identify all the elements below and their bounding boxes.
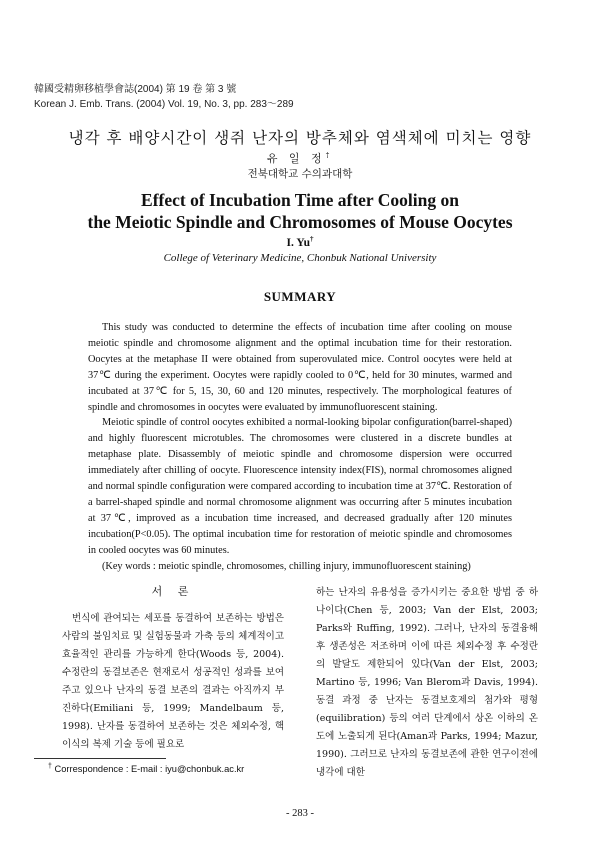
english-title-line2: the Meiotic Spindle and Chromosomes of Mouse Oocytes xyxy=(87,212,513,232)
dagger-mark: † xyxy=(48,763,52,770)
dagger-mark: † xyxy=(325,151,334,160)
korean-title: 냉각 후 배양시간이 생쥐 난자의 방추체와 염색체에 미치는 영향 xyxy=(68,129,532,147)
english-author-name: I. Yu xyxy=(286,236,310,249)
body-paragraph: 하는 난자의 유용성을 증가시키는 중요한 방법 중 하나이다(Chen 등, 2003; Van der Elst, 2003; Parks와 Ruffing, 1992). 그러나, 난자의 동결융해 후 생존성은 저조하며 이에 따른 체외수정 후 수정란의 발달도 제한되어 있다(Van der Elst, 2003; Martino 등, 1996; Van Blerom과 Davis, 1994). 동결 과정 중 난자는 동결보호제의 첨가와 평형(equilibration) 등의 여러 단계에서 상온 이하의 온도에 노출되게 된다(Aman과 Parks, 1994; Mazur, 1990). 그러므로 난자의 동결보존에 관한 연구이전에 냉각에 대한 xyxy=(316,587,538,778)
body-paragraph: 번식에 관여되는 세포를 동결하여 보존하는 방법은 사람의 불임치료 및 실험동물과 가축 등의 체계적이고 효율적인 관리를 가능하게 한다(Woods 등, 2004). 수정란의 동결보존은 현재로서 성공적인 성과를 보여주고 있으나 난자의 동결 보존의 결과는 아직까지 부진하다(Emiliani 등, 1999; Mandelbaum 등, 1998). 난자를 동결하여 보존하는 것은 체외수정, 핵이식의 복제 기술 등에 필요로 xyxy=(62,613,284,750)
korean-author xyxy=(0,150,600,166)
journal-header-korean: 韓國受精卵移植學會誌(2004) 第 19 卷 第 3 號 xyxy=(34,84,237,95)
key-words: (Key words : meiotic spindle, chromosomes, chilling injury, immunofluorescent staining) xyxy=(102,560,471,572)
body-column-left xyxy=(62,610,284,754)
english-author xyxy=(0,235,600,249)
journal-header-english: Korean J. Emb. Trans. (2004) Vol. 19, No. 3, pp. 283～289 xyxy=(34,99,294,110)
section-heading-introduction: 서 론 xyxy=(151,585,195,598)
correspondence-email: Correspondence : E-mail : iyu@chonbuk.ac.kr xyxy=(54,764,245,775)
summary-text xyxy=(88,320,512,575)
summary-paragraph-1: This study was conducted to determine the effects of incubation time after cooling on mouse meiotic spindle and chromosome alignment and the optimal incubation time for their restoration. Oocytes at the metaphase II were obtained from superovulated mice. Control oocytes were held at 37℃ during the experiment. Oocytes were rapidly cooled to 0℃, held for 30 minutes, warmed and incubated at 37℃ for 5, 15, 30, 60 and 120 minutes, respectively. The morphological features of spindle and chromosomes in oocytes were evaluated by immunofluorescent staining. xyxy=(88,322,512,413)
page-number: - 283 - xyxy=(286,808,314,819)
summary-paragraph-2: Meiotic spindle of control oocytes exhibited a normal-looking bipolar configuration(barrel-shaped) and highly fluorescent microtubles. The chromosomes were clustered in a discrete bundles at metaphase plate. Disassembly of meiotic spindle and chromosome dispersion were occurred immediately after chilling of oocyte. Fluorescence intensity index(FIS), normal chromosomes aligned and normal spindle configuration were compared according to incubation time at 37℃. Restoration of a barrel-shaped spindle and normal chromosome alignment was occurring after 5 minutes incubation at 37℃, improved as a incubation time increased, and decreased gradually after 120 minutes incubation(P<0.05). The optimal incubation time for restoration of meiotic spindle and chromosomes in cooled oocytes was 60 minutes. xyxy=(88,417,512,556)
dagger-mark: † xyxy=(309,235,314,243)
footnote-divider xyxy=(34,758,166,759)
english-title-line1: Effect of Incubation Time after Cooling on xyxy=(141,190,459,210)
summary-heading: SUMMARY xyxy=(263,289,337,304)
body-column-right xyxy=(316,584,538,782)
korean-affiliation: 전북대학교 수의과대학 xyxy=(247,168,353,180)
korean-author-name: 유 일 정 xyxy=(266,152,326,165)
footnote xyxy=(48,763,244,774)
english-affiliation: College of Veterinary Medicine, Chonbuk National University xyxy=(163,252,437,264)
